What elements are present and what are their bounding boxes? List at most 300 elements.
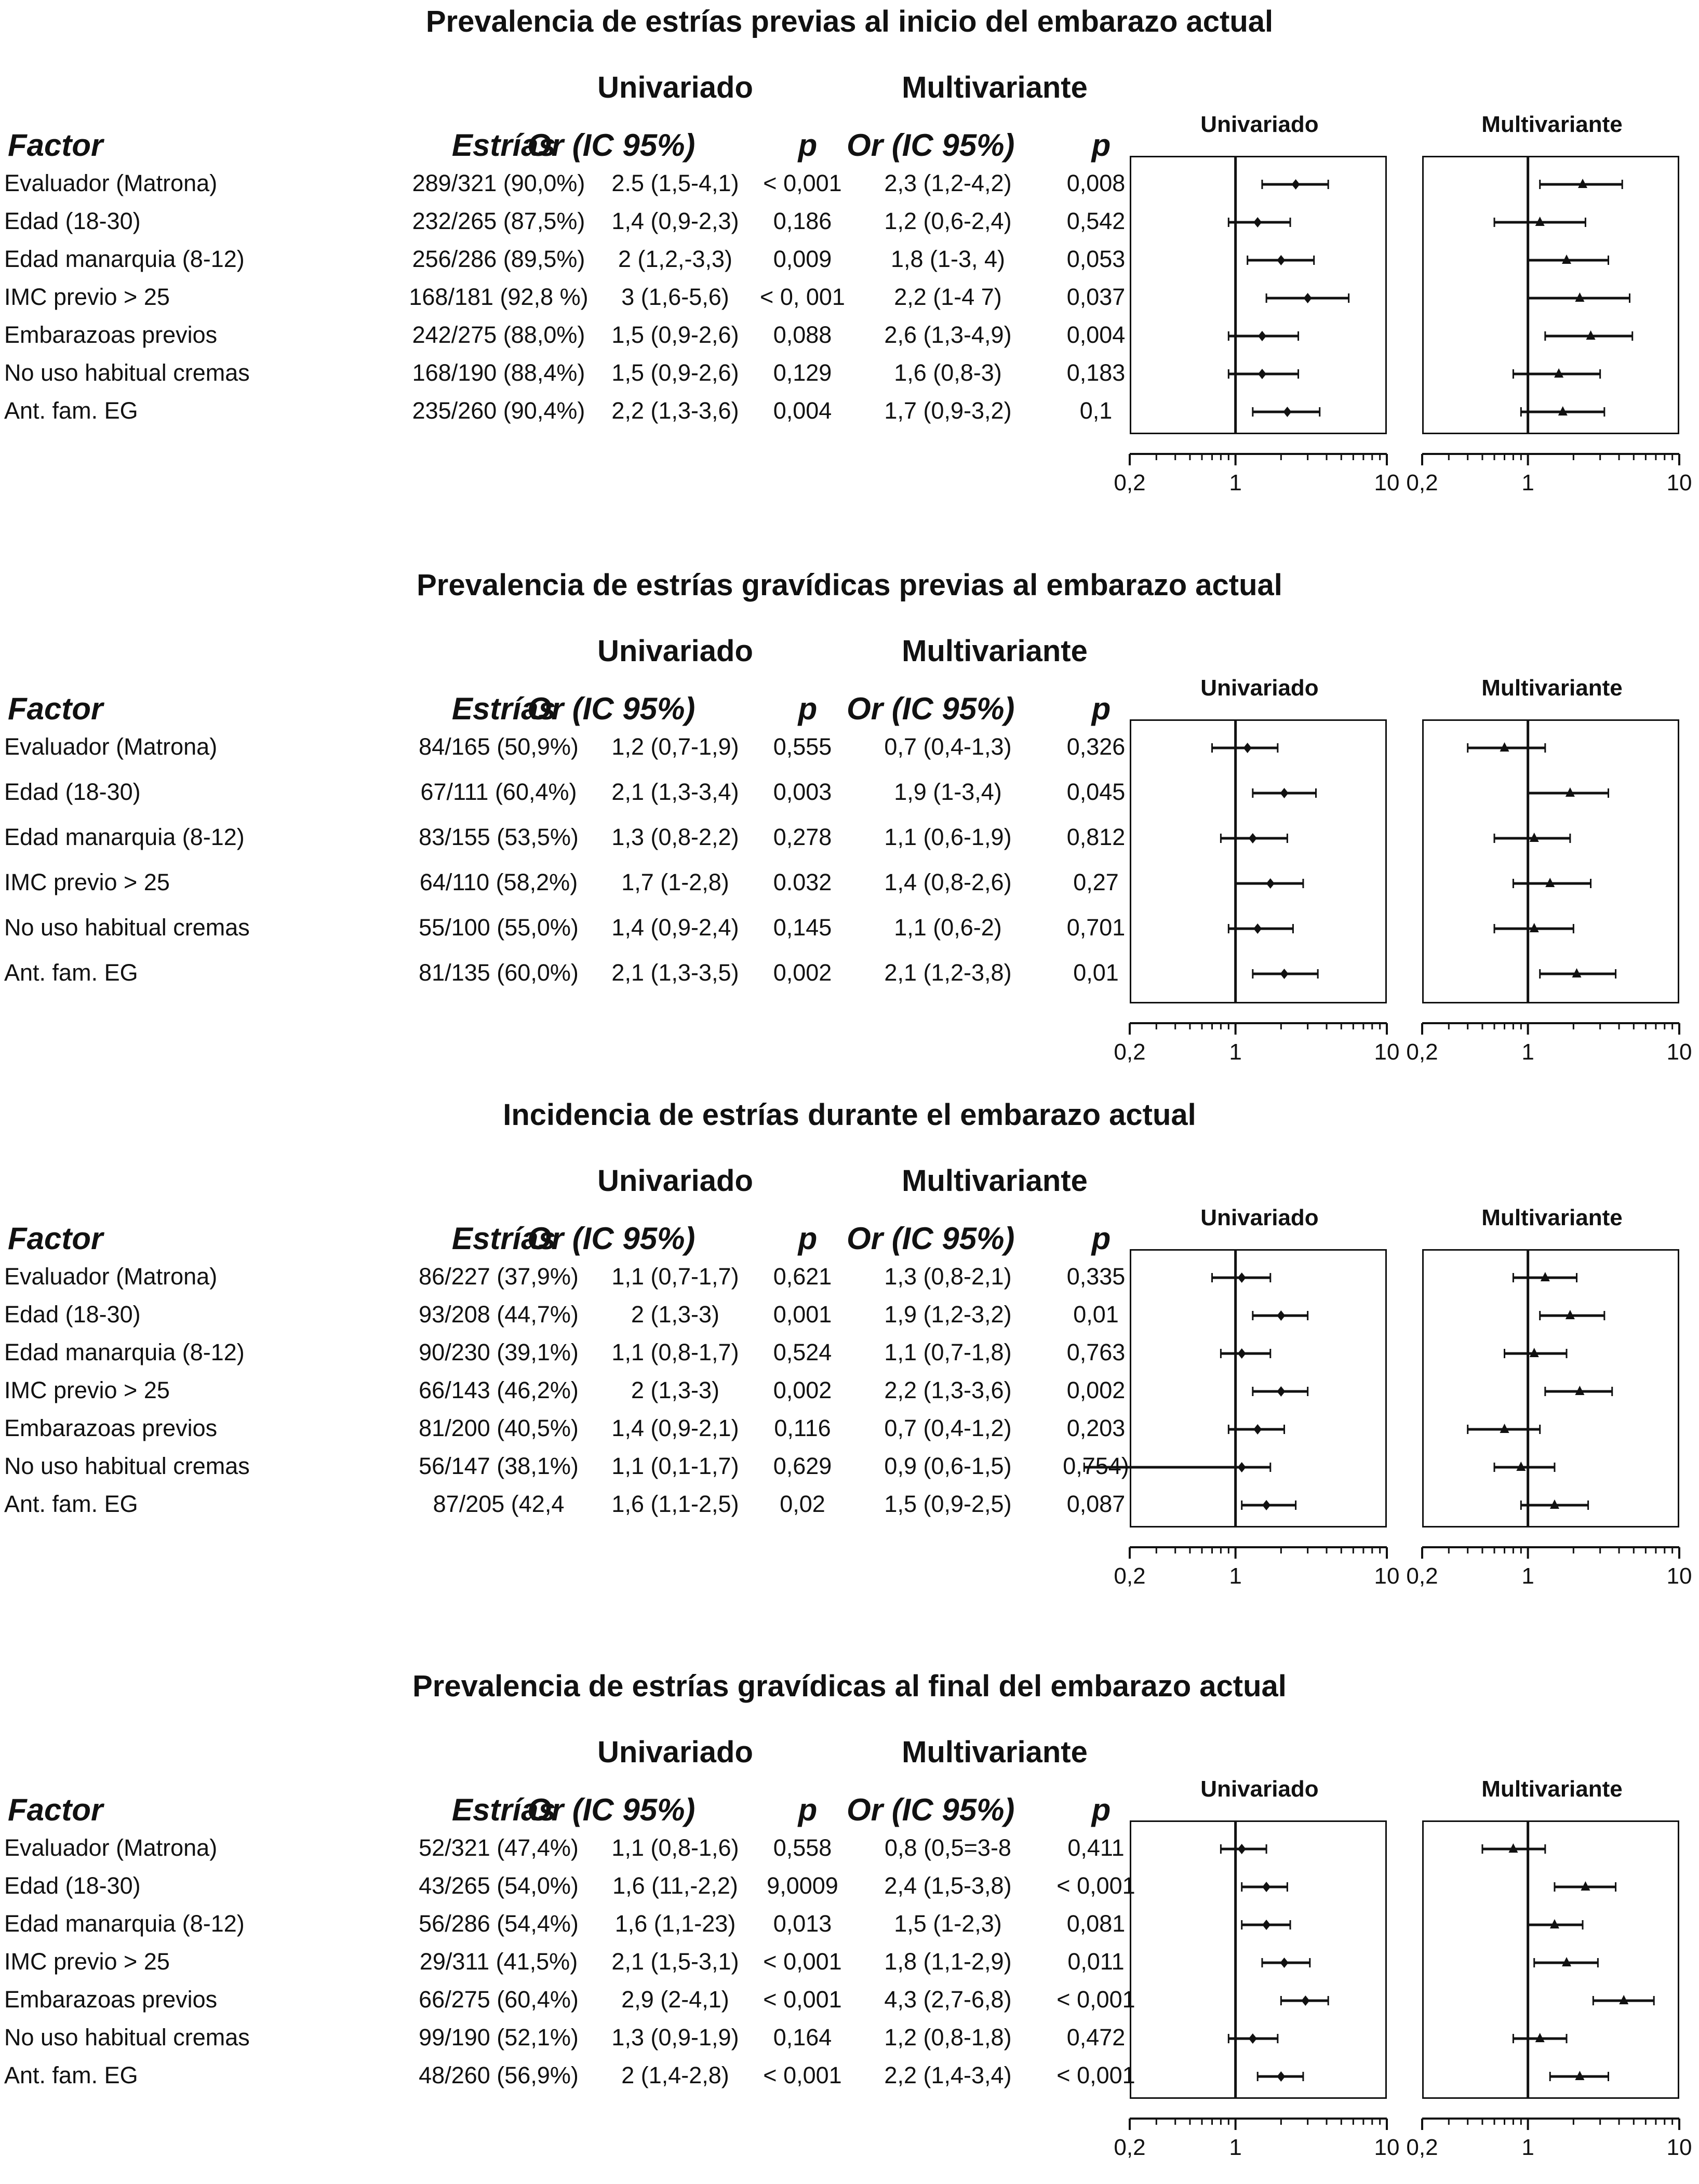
p-univariado-value: 0,116 bbox=[774, 1415, 831, 1441]
p-univariado-value: 0,524 bbox=[773, 1339, 832, 1365]
estrias-value: 256/286 (89,5%) bbox=[412, 246, 585, 272]
p-multivariante-value: 0,053 bbox=[1066, 246, 1126, 272]
p-univariado-value: 0,088 bbox=[773, 321, 832, 348]
plot-frame bbox=[1131, 720, 1386, 1003]
p-multivariante-value: 0,081 bbox=[1066, 1910, 1126, 1937]
or-univariado-value: 1,3 (0,8-2,2) bbox=[611, 824, 739, 850]
forest-plot-multivariante bbox=[1406, 156, 1692, 517]
estrias-value: 66/275 (60,4%) bbox=[419, 1986, 579, 2013]
or-multivariante-value: 1,1 (0,7-1,8) bbox=[884, 1339, 1012, 1365]
p-multivariante-value: 0,754) bbox=[1063, 1453, 1129, 1479]
factor-label: Evaluador (Matrona) bbox=[4, 1834, 218, 1861]
p-multivariante-value: 0,763 bbox=[1066, 1339, 1126, 1365]
or-multivariante-value: 2,4 (1,5-3,8) bbox=[884, 1872, 1012, 1899]
or-point-diamond bbox=[1249, 833, 1257, 843]
x-tick-label: 0,2 bbox=[1114, 2135, 1146, 2160]
plot-frame bbox=[1131, 1250, 1386, 1527]
p-multivariante-value: 0,472 bbox=[1066, 2024, 1126, 2051]
group-header-multivariante: Multivariante bbox=[902, 634, 1088, 668]
or-multivariante-value: 1,5 (1-2,3) bbox=[894, 1910, 1002, 1937]
table-row bbox=[0, 1263, 1126, 1292]
col-header-p-univariado: p bbox=[798, 691, 818, 726]
group-header-univariado: Univariado bbox=[597, 1735, 753, 1769]
p-univariado-value: < 0,001 bbox=[763, 1986, 842, 2013]
plot-frame bbox=[1423, 720, 1679, 1003]
p-univariado-value: 0.032 bbox=[773, 869, 832, 895]
x-tick-label: 10 bbox=[1666, 1563, 1692, 1589]
x-tick-label: 10 bbox=[1666, 470, 1692, 495]
forest-section bbox=[0, 0, 1699, 519]
estrias-value: 289/321 (90,0%) bbox=[412, 170, 585, 196]
forest-section bbox=[0, 564, 1699, 1083]
p-multivariante-value: 0,203 bbox=[1066, 1415, 1126, 1441]
or-point-diamond bbox=[1238, 1272, 1246, 1283]
group-header-multivariante: Multivariante bbox=[902, 1735, 1088, 1769]
p-multivariante-value: 0,1 bbox=[1079, 397, 1113, 424]
factor-label: Edad (18-30) bbox=[4, 1301, 141, 1328]
factor-label: Ant. fam. EG bbox=[4, 397, 138, 424]
col-header-factor: Factor bbox=[8, 1792, 103, 1827]
x-tick-label: 0,2 bbox=[1406, 2135, 1438, 2160]
or-multivariante-value: 1,2 (0,6-2,4) bbox=[884, 208, 1012, 234]
table-row bbox=[0, 733, 1126, 762]
or-point-diamond bbox=[1283, 407, 1291, 417]
x-tick-label: 10 bbox=[1374, 1563, 1400, 1589]
p-multivariante-value: 0,037 bbox=[1066, 284, 1126, 310]
factor-label: IMC previo > 25 bbox=[4, 284, 170, 310]
factor-label: Ant. fam. EG bbox=[4, 2062, 138, 2088]
col-header-p-univariado: p bbox=[798, 1792, 818, 1827]
estrias-value: 83/155 (53,5%) bbox=[419, 824, 579, 850]
table-row bbox=[0, 1834, 1125, 1864]
or-univariado-value: 1,3 (0,9-1,9) bbox=[611, 2024, 739, 2051]
factor-label: IMC previo > 25 bbox=[4, 869, 170, 895]
table-row bbox=[0, 246, 1126, 275]
or-multivariante-value: 2,3 (1,2-4,2) bbox=[884, 170, 1012, 196]
x-tick-label: 10 bbox=[1666, 1039, 1692, 1065]
or-univariado-value: 2,1 (1,3-3,4) bbox=[611, 779, 739, 805]
x-tick-label: 1 bbox=[1521, 2135, 1534, 2160]
p-multivariante-value: 0,27 bbox=[1073, 869, 1119, 895]
or-multivariante-value: 1,2 (0,8-1,8) bbox=[884, 2024, 1012, 2051]
p-univariado-value: < 0,001 bbox=[763, 2062, 842, 2088]
factor-label: Evaluador (Matrona) bbox=[4, 170, 218, 196]
plot-title-multivariante: Multivariante bbox=[1481, 675, 1623, 701]
or-multivariante-value: 1,5 (0,9-2,5) bbox=[884, 1491, 1012, 1517]
forest-plot-multivariante bbox=[1406, 1820, 1692, 2182]
factor-label: Evaluador (Matrona) bbox=[4, 733, 218, 760]
plot-title-multivariante: Multivariante bbox=[1481, 112, 1623, 137]
or-point-diamond bbox=[1262, 1920, 1270, 1930]
section-title: Prevalencia de estrías gravídicas previas al embarazo actual bbox=[417, 568, 1282, 602]
x-tick-label: 1 bbox=[1229, 2135, 1242, 2160]
or-univariado-value: 1,4 (0,9-2,1) bbox=[611, 1415, 739, 1441]
or-point-diamond bbox=[1253, 923, 1262, 934]
table-row bbox=[0, 284, 1126, 313]
x-tick-label: 10 bbox=[1666, 2135, 1692, 2160]
factor-label: No uso habitual cremas bbox=[4, 359, 250, 386]
or-univariado-value: 1,1 (0,7-1,7) bbox=[611, 1263, 739, 1290]
table-row bbox=[0, 959, 1117, 988]
factor-label: No uso habitual cremas bbox=[4, 1453, 250, 1479]
or-point-diamond bbox=[1277, 255, 1285, 265]
col-header-estrias: Estrías bbox=[451, 691, 556, 726]
table-row bbox=[0, 170, 1126, 199]
or-univariado-value: 1,1 (0,1-1,7) bbox=[611, 1453, 739, 1479]
or-multivariante-value: 1,9 (1,2-3,2) bbox=[884, 1301, 1012, 1328]
or-multivariante-value: 1,4 (0,8-2,6) bbox=[884, 869, 1012, 895]
forest-plot-univariado bbox=[1114, 719, 1400, 1087]
estrias-value: 86/227 (37,9%) bbox=[419, 1263, 579, 1290]
p-multivariante-value: 0,812 bbox=[1066, 824, 1126, 850]
col-header-p-multivariante: p bbox=[1091, 1792, 1111, 1827]
p-univariado-value: 0,278 bbox=[773, 824, 832, 850]
p-univariado-value: 0,555 bbox=[773, 733, 832, 760]
factor-label: Embarazoas previos bbox=[4, 1986, 218, 2013]
or-point-diamond bbox=[1292, 179, 1300, 190]
or-univariado-value: 1,7 (1-2,8) bbox=[621, 869, 729, 895]
col-header-p-multivariante: p bbox=[1091, 691, 1111, 726]
plot-title-univariado: Univariado bbox=[1200, 1205, 1319, 1230]
p-univariado-value: 0,013 bbox=[773, 1910, 832, 1937]
estrias-value: 43/265 (54,0%) bbox=[419, 1872, 579, 1899]
factor-label: Embarazoas previos bbox=[4, 321, 218, 348]
table-row bbox=[0, 2024, 1126, 2053]
p-multivariante-value: 0,01 bbox=[1073, 1301, 1119, 1328]
or-point-diamond bbox=[1258, 369, 1266, 379]
col-header-p-multivariante: p bbox=[1091, 128, 1111, 163]
or-point-diamond bbox=[1277, 1310, 1285, 1321]
factor-label: Edad (18-30) bbox=[4, 1872, 141, 1899]
p-univariado-value: 0,002 bbox=[773, 1377, 832, 1403]
or-univariado-value: 1,5 (0,9-2,6) bbox=[611, 359, 739, 386]
or-univariado-value: 1,4 (0,9-2,3) bbox=[611, 208, 739, 234]
forest-plot-univariado bbox=[1114, 156, 1400, 517]
table-row bbox=[0, 1872, 1135, 1901]
or-univariado-value: 1,6 (1,1-2,5) bbox=[611, 1491, 739, 1517]
or-multivariante-value: 1,1 (0,6-2) bbox=[894, 914, 1002, 941]
or-point-diamond bbox=[1304, 293, 1312, 303]
group-header-multivariante: Multivariante bbox=[902, 71, 1088, 104]
or-univariado-value: 2,2 (1,3-3,6) bbox=[611, 397, 739, 424]
p-multivariante-value: 0,335 bbox=[1066, 1263, 1126, 1290]
p-univariado-value: 0,004 bbox=[773, 397, 832, 424]
group-header-univariado: Univariado bbox=[597, 1164, 753, 1198]
p-univariado-value: 0,621 bbox=[773, 1263, 832, 1290]
table-row bbox=[0, 1377, 1126, 1406]
estrias-value: 81/135 (60,0%) bbox=[419, 959, 579, 986]
p-multivariante-value: 0,008 bbox=[1066, 170, 1126, 196]
or-point-diamond bbox=[1262, 1500, 1270, 1510]
col-header-or-univariado: Or (IC 95%) bbox=[527, 1792, 695, 1827]
factor-label: Edad manarquia (8-12) bbox=[4, 246, 245, 272]
p-univariado-value: 0,001 bbox=[773, 1301, 832, 1328]
x-tick-label: 1 bbox=[1229, 1563, 1242, 1589]
col-header-or-multivariante: Or (IC 95%) bbox=[847, 1792, 1015, 1827]
estrias-value: 84/165 (50,9%) bbox=[419, 733, 579, 760]
plot-frame bbox=[1423, 157, 1679, 434]
table-row bbox=[0, 824, 1126, 853]
x-tick-label: 0,2 bbox=[1406, 1563, 1438, 1589]
table-row bbox=[0, 359, 1126, 388]
or-point-diamond bbox=[1253, 217, 1262, 227]
or-multivariante-value: 1,3 (0,8-2,1) bbox=[884, 1263, 1012, 1290]
table-row bbox=[0, 1415, 1126, 1444]
or-point-diamond bbox=[1258, 331, 1266, 341]
factor-label: Edad manarquia (8-12) bbox=[4, 1339, 245, 1365]
or-point-diamond bbox=[1238, 1844, 1246, 1854]
or-multivariante-value: 1,9 (1-3,4) bbox=[894, 779, 1002, 805]
x-tick-label: 10 bbox=[1374, 1039, 1400, 1065]
forest-plot-univariado bbox=[1114, 1249, 1400, 1611]
factor-label: IMC previo > 25 bbox=[4, 1377, 170, 1403]
or-univariado-value: 1,2 (0,7-1,9) bbox=[611, 733, 739, 760]
or-point-diamond bbox=[1238, 1462, 1246, 1472]
table-row bbox=[0, 914, 1126, 943]
table-row bbox=[0, 208, 1126, 237]
x-tick-label: 0,2 bbox=[1114, 470, 1146, 495]
col-header-p-univariado: p bbox=[798, 128, 818, 163]
p-univariado-value: 0,129 bbox=[773, 359, 832, 386]
estrias-value: 93/208 (44,7%) bbox=[419, 1301, 579, 1328]
col-header-estrias: Estrías bbox=[451, 1221, 556, 1256]
plot-frame bbox=[1423, 1821, 1679, 2098]
p-univariado-value: 0,002 bbox=[773, 959, 832, 986]
or-multivariante-value: 2,2 (1-4 7) bbox=[894, 284, 1002, 310]
forest-plot-univariado bbox=[1114, 1820, 1400, 2182]
table-row bbox=[0, 1491, 1126, 1520]
p-multivariante-value: 0,004 bbox=[1066, 321, 1126, 348]
or-multivariante-value: 1,7 (0,9-3,2) bbox=[884, 397, 1012, 424]
or-multivariante-value: 2,2 (1,4-3,4) bbox=[884, 2062, 1012, 2088]
or-univariado-value: 2 (1,3-3) bbox=[631, 1377, 720, 1403]
p-multivariante-value: 0,01 bbox=[1073, 959, 1119, 986]
col-header-or-multivariante: Or (IC 95%) bbox=[847, 1221, 1015, 1256]
or-point-diamond bbox=[1280, 788, 1289, 798]
or-point-diamond bbox=[1266, 878, 1275, 889]
plot-title-multivariante: Multivariante bbox=[1481, 1776, 1623, 1802]
or-multivariante-value: 2,6 (1,3-4,9) bbox=[884, 321, 1012, 348]
or-point-diamond bbox=[1243, 743, 1252, 753]
section-title: Incidencia de estrías durante el embarazo actual bbox=[503, 1098, 1196, 1132]
or-multivariante-value: 2,1 (1,2-3,8) bbox=[884, 959, 1012, 986]
or-point-diamond bbox=[1280, 1958, 1289, 1968]
factor-label: Ant. fam. EG bbox=[4, 959, 138, 986]
col-header-or-univariado: Or (IC 95%) bbox=[527, 1221, 695, 1256]
estrias-value: 242/275 (88,0%) bbox=[412, 321, 585, 348]
or-multivariante-value: 0,9 (0,6-1,5) bbox=[884, 1453, 1012, 1479]
factor-label: Edad manarquia (8-12) bbox=[4, 824, 245, 850]
plot-title-univariado: Univariado bbox=[1200, 112, 1319, 137]
p-multivariante-value: 0,045 bbox=[1066, 779, 1126, 805]
p-univariado-value: 0,186 bbox=[773, 208, 832, 234]
group-header-univariado: Univariado bbox=[597, 634, 753, 668]
or-point-diamond bbox=[1262, 1882, 1270, 1892]
forest-plot-multivariante bbox=[1406, 719, 1692, 1087]
p-univariado-value: 0,145 bbox=[773, 914, 832, 941]
x-tick-label: 0,2 bbox=[1114, 1039, 1146, 1065]
table-row bbox=[0, 1948, 1125, 1977]
or-multivariante-value: 0,7 (0,4-1,2) bbox=[884, 1415, 1012, 1441]
col-header-or-univariado: Or (IC 95%) bbox=[527, 691, 695, 726]
or-univariado-value: 2,1 (1,5-3,1) bbox=[611, 1948, 739, 1975]
or-univariado-value: 1,1 (0,8-1,7) bbox=[611, 1339, 739, 1365]
estrias-value: 87/205 (42,4 bbox=[433, 1491, 565, 1517]
col-header-p-multivariante: p bbox=[1091, 1221, 1111, 1256]
factor-label: Edad (18-30) bbox=[4, 779, 141, 805]
group-header-multivariante: Multivariante bbox=[902, 1164, 1088, 1198]
col-header-p-univariado: p bbox=[798, 1221, 818, 1256]
estrias-value: 67/111 (60,4%) bbox=[420, 779, 577, 805]
estrias-value: 52/321 (47,4%) bbox=[419, 1834, 579, 1861]
p-multivariante-value: < 0,001 bbox=[1056, 1872, 1135, 1899]
forest-plot-multivariante bbox=[1406, 1249, 1692, 1611]
or-univariado-value: 2.5 (1,5-4,1) bbox=[611, 170, 739, 196]
or-multivariante-value: 1,1 (0,6-1,9) bbox=[884, 824, 1012, 850]
p-multivariante-value: 0,002 bbox=[1066, 1377, 1126, 1403]
or-univariado-value: 2,1 (1,3-3,5) bbox=[611, 959, 739, 986]
p-multivariante-value: < 0,001 bbox=[1056, 2062, 1135, 2088]
or-univariado-value: 1,6 (1,1-23) bbox=[614, 1910, 736, 1937]
table-row bbox=[0, 321, 1126, 351]
estrias-value: 168/181 (92,8 %) bbox=[409, 284, 588, 310]
estrias-value: 90/230 (39,1%) bbox=[419, 1339, 579, 1365]
estrias-value: 55/100 (55,0%) bbox=[419, 914, 579, 941]
plot-frame bbox=[1131, 157, 1386, 434]
or-point-diamond bbox=[1280, 969, 1289, 979]
col-header-estrias: Estrías bbox=[451, 128, 556, 163]
table-row bbox=[0, 1301, 1117, 1330]
or-multivariante-value: 4,3 (2,7-6,8) bbox=[884, 1986, 1012, 2013]
or-multivariante-value: 2,2 (1,3-3,6) bbox=[884, 1377, 1012, 1403]
section-title: Prevalencia de estrías previas al inicio del embarazo actual bbox=[425, 5, 1274, 38]
estrias-value: 29/311 (41,5%) bbox=[419, 1948, 578, 1975]
or-multivariante-value: 1,6 (0,8-3) bbox=[894, 359, 1002, 386]
x-tick-label: 1 bbox=[1229, 470, 1242, 495]
p-univariado-value: < 0, 001 bbox=[760, 284, 845, 310]
factor-label: Edad (18-30) bbox=[4, 208, 141, 234]
or-univariado-value: 1,5 (0,9-2,6) bbox=[611, 321, 739, 348]
p-univariado-value: 0,164 bbox=[773, 2024, 832, 2051]
table-row bbox=[0, 397, 1117, 426]
or-univariado-value: 2 (1,3-3) bbox=[631, 1301, 720, 1328]
x-tick-label: 1 bbox=[1521, 470, 1534, 495]
table-row bbox=[0, 1339, 1126, 1368]
factor-label: Embarazoas previos bbox=[4, 1415, 218, 1441]
col-header-or-multivariante: Or (IC 95%) bbox=[847, 691, 1015, 726]
p-multivariante-value: < 0,001 bbox=[1056, 1986, 1135, 2013]
p-univariado-value: < 0,001 bbox=[763, 1948, 842, 1975]
col-header-or-univariado: Or (IC 95%) bbox=[527, 128, 695, 163]
or-point-diamond bbox=[1249, 2033, 1257, 2044]
estrias-value: 66/143 (46,2%) bbox=[419, 1377, 579, 1403]
estrias-value: 232/265 (87,5%) bbox=[412, 208, 585, 234]
factor-label: No uso habitual cremas bbox=[4, 2024, 250, 2051]
x-tick-label: 10 bbox=[1374, 470, 1400, 495]
p-univariado-value: 0,558 bbox=[773, 1834, 832, 1861]
x-tick-label: 1 bbox=[1521, 1039, 1534, 1065]
factor-label: IMC previo > 25 bbox=[4, 1948, 170, 1975]
p-multivariante-value: 0,011 bbox=[1067, 1948, 1125, 1975]
or-univariado-value: 2 (1,2,-3,3) bbox=[618, 246, 733, 272]
table-row bbox=[0, 779, 1126, 808]
or-point-diamond bbox=[1238, 1348, 1246, 1359]
estrias-value: 168/190 (88,4%) bbox=[412, 359, 585, 386]
or-univariado-value: 2 (1,4-2,8) bbox=[621, 2062, 729, 2088]
forest-section bbox=[0, 1093, 1699, 1613]
or-point-diamond bbox=[1301, 1995, 1309, 2006]
col-header-estrias: Estrías bbox=[451, 1792, 556, 1827]
or-univariado-value: 3 (1,6-5,6) bbox=[621, 284, 729, 310]
x-tick-label: 0,2 bbox=[1406, 1039, 1438, 1065]
col-header-factor: Factor bbox=[8, 691, 103, 726]
p-multivariante-value: 0,087 bbox=[1066, 1491, 1126, 1517]
table-row bbox=[0, 2062, 1135, 2091]
or-univariado-value: 1,4 (0,9-2,4) bbox=[611, 914, 739, 941]
p-multivariante-value: 0,326 bbox=[1066, 733, 1126, 760]
section-title: Prevalencia de estrías gravídicas al final del embarazo actual bbox=[412, 1669, 1287, 1703]
estrias-value: 64/110 (58,2%) bbox=[419, 869, 578, 895]
p-multivariante-value: 0,411 bbox=[1067, 1834, 1125, 1861]
plot-frame bbox=[1423, 1250, 1679, 1527]
estrias-value: 56/147 (38,1%) bbox=[419, 1453, 579, 1479]
or-univariado-value: 1,1 (0,8-1,6) bbox=[611, 1834, 739, 1861]
table-row bbox=[0, 1453, 1129, 1482]
col-header-or-multivariante: Or (IC 95%) bbox=[847, 128, 1015, 163]
p-multivariante-value: 0,542 bbox=[1066, 208, 1126, 234]
p-multivariante-value: 0,183 bbox=[1066, 359, 1126, 386]
or-univariado-value: 2,9 (2-4,1) bbox=[621, 1986, 729, 2013]
table-row bbox=[0, 1986, 1135, 2015]
or-multivariante-value: 1,8 (1,1-2,9) bbox=[884, 1948, 1012, 1975]
forest-section bbox=[0, 1665, 1699, 2184]
or-point-diamond bbox=[1277, 2071, 1285, 2082]
x-tick-label: 1 bbox=[1521, 1563, 1534, 1589]
plot-frame bbox=[1131, 1821, 1386, 2098]
x-tick-label: 0,2 bbox=[1114, 1563, 1146, 1589]
estrias-value: 56/286 (54,4%) bbox=[419, 1910, 579, 1937]
or-univariado-value: 1,6 (11,-2,2) bbox=[612, 1872, 738, 1899]
col-header-factor: Factor bbox=[8, 128, 103, 163]
col-header-factor: Factor bbox=[8, 1221, 103, 1256]
p-univariado-value: 0,009 bbox=[773, 246, 832, 272]
group-header-univariado: Univariado bbox=[597, 71, 753, 104]
table-row bbox=[0, 1910, 1126, 1939]
factor-label: Ant. fam. EG bbox=[4, 1491, 138, 1517]
estrias-value: 99/190 (52,1%) bbox=[419, 2024, 579, 2051]
estrias-value: 235/260 (90,4%) bbox=[412, 397, 585, 424]
or-multivariante-value: 1,8 (1-3, 4) bbox=[890, 246, 1006, 272]
p-univariado-value: 0,003 bbox=[773, 779, 832, 805]
estrias-value: 81/200 (40,5%) bbox=[419, 1415, 579, 1441]
x-tick-label: 1 bbox=[1229, 1039, 1242, 1065]
table-row bbox=[0, 869, 1117, 898]
estrias-value: 48/260 (56,9%) bbox=[419, 2062, 579, 2088]
p-univariado-value: < 0,001 bbox=[763, 170, 842, 196]
x-tick-label: 10 bbox=[1374, 2135, 1400, 2160]
plot-title-univariado: Univariado bbox=[1200, 675, 1319, 701]
factor-label: Evaluador (Matrona) bbox=[4, 1263, 218, 1290]
p-univariado-value: 0,02 bbox=[780, 1491, 825, 1517]
or-point-diamond bbox=[1253, 1424, 1262, 1435]
or-multivariante-value: 0,8 (0,5=3-8 bbox=[885, 1834, 1011, 1861]
p-multivariante-value: 0,701 bbox=[1066, 914, 1126, 941]
factor-label: Edad manarquia (8-12) bbox=[4, 1910, 245, 1937]
plot-title-multivariante: Multivariante bbox=[1481, 1205, 1623, 1230]
factor-label: No uso habitual cremas bbox=[4, 914, 250, 941]
p-univariado-value: 9,0009 bbox=[767, 1872, 838, 1899]
plot-title-univariado: Univariado bbox=[1200, 1776, 1319, 1802]
